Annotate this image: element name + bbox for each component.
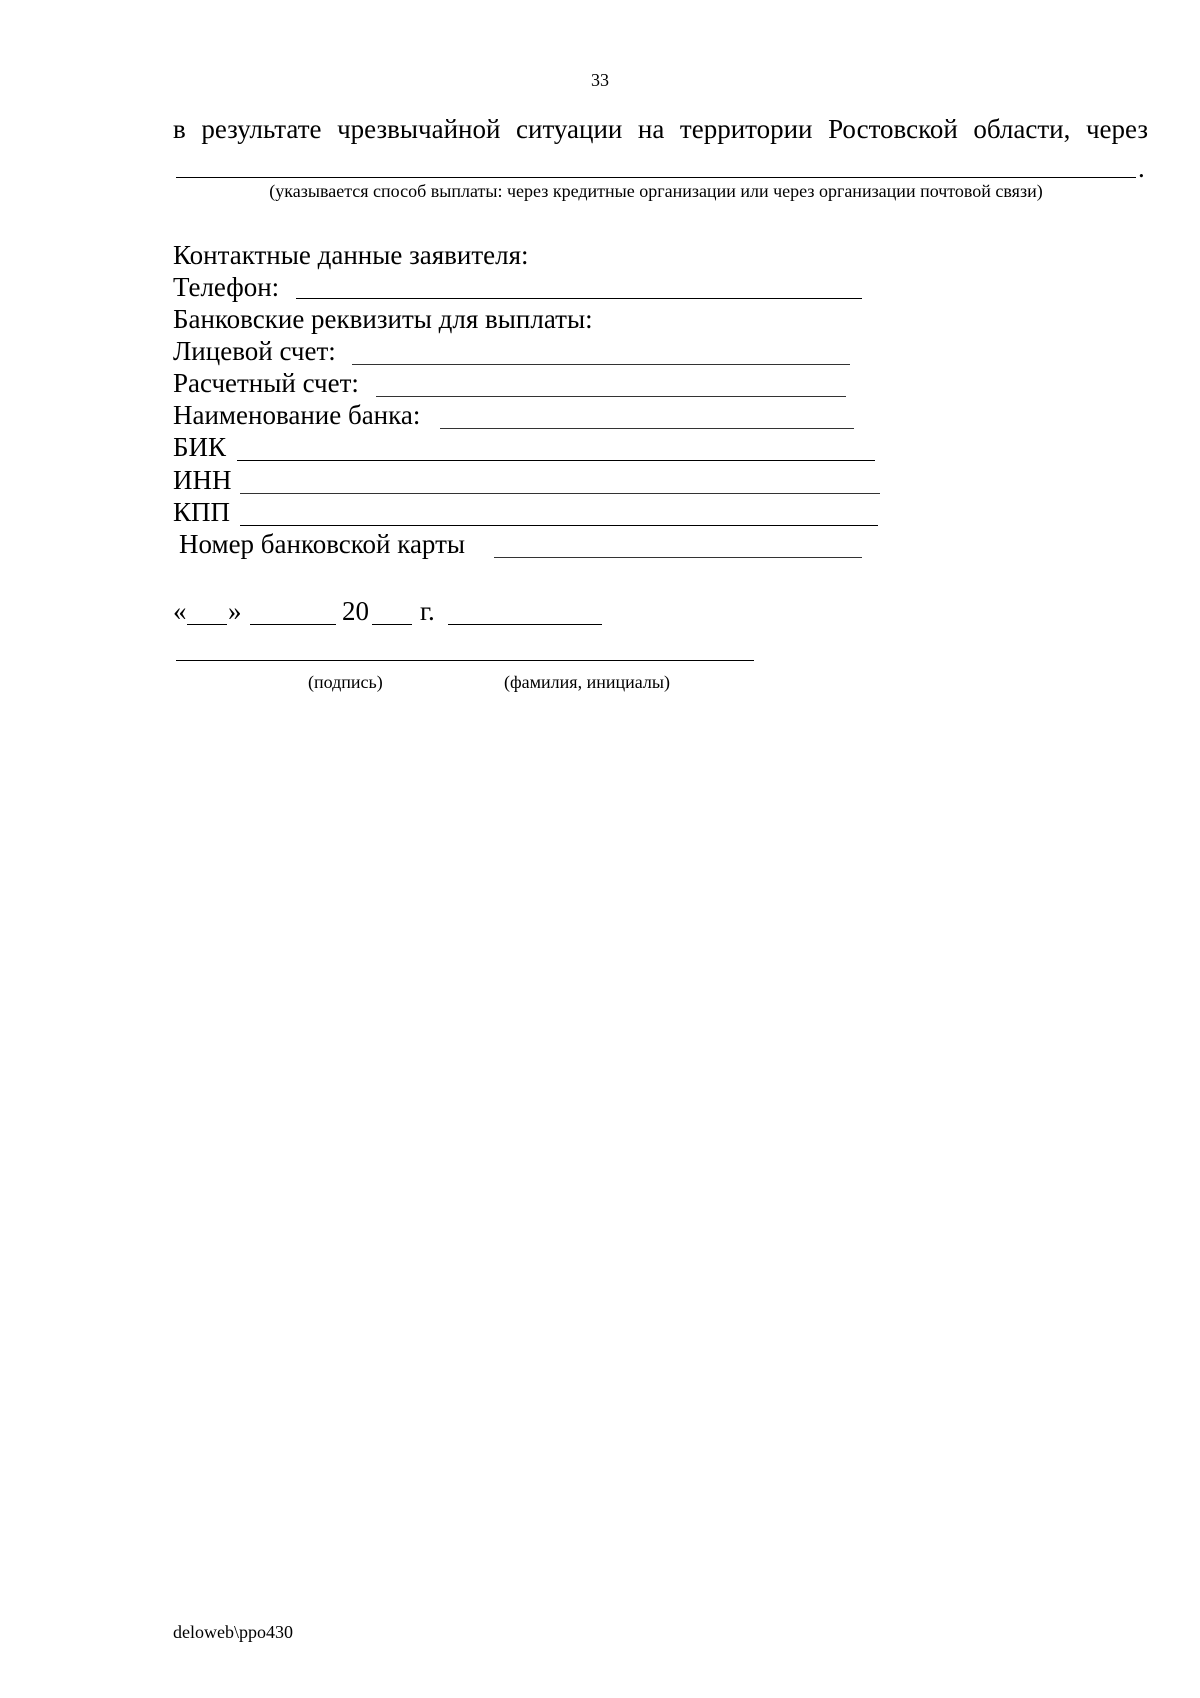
signature-caption: (подпись) [308,672,383,692]
phone-label: Телефон: [173,272,280,302]
personal-account-field[interactable] [352,364,850,365]
payment-method-period: . [1138,153,1145,183]
date-close-quote: » [228,596,242,626]
date-day-field[interactable] [187,624,227,625]
footer-doc-id: deloweb\ppo430 [173,1622,293,1642]
date-month-field[interactable] [250,624,336,625]
settlement-account-field[interactable] [376,396,846,397]
inn-label: ИНН [173,465,232,495]
inn-field[interactable] [240,493,880,494]
date-century: 20 [342,596,369,626]
payment-method-hint: (указывается способ выплаты: через кредитные организации или через организации почтовой связи) [269,181,1043,201]
settlement-account-label: Расчетный счет: [173,368,359,398]
contacts-heading: Контактные данные заявителя: [173,240,529,270]
date-year-field[interactable] [372,624,412,625]
bank-details-heading: Банковские реквизиты для выплаты: [173,304,593,334]
bik-field[interactable] [237,460,875,461]
date-year-suffix: г. [420,596,435,626]
signature-field[interactable] [176,660,754,661]
card-number-field[interactable] [494,557,862,558]
phone-field[interactable] [296,298,862,299]
card-number-label: Номер банковской карты [179,529,466,559]
personal-account-label: Лицевой счет: [173,336,336,366]
page-number: 33 [591,70,609,90]
payment-method-field[interactable] [176,149,1136,178]
intro-text: в результате чрезвычайной ситуации на территории Ростовской области, через [173,114,1148,144]
bank-name-label: Наименование банка: [173,400,421,430]
kpp-field[interactable] [240,525,878,526]
name-caption: (фамилия, инициалы) [504,672,670,692]
bank-name-field[interactable] [440,428,854,429]
bik-label: БИК [173,432,227,462]
date-extra-field[interactable] [448,624,602,625]
date-open-quote: « [173,596,187,626]
kpp-label: КПП [173,497,231,527]
